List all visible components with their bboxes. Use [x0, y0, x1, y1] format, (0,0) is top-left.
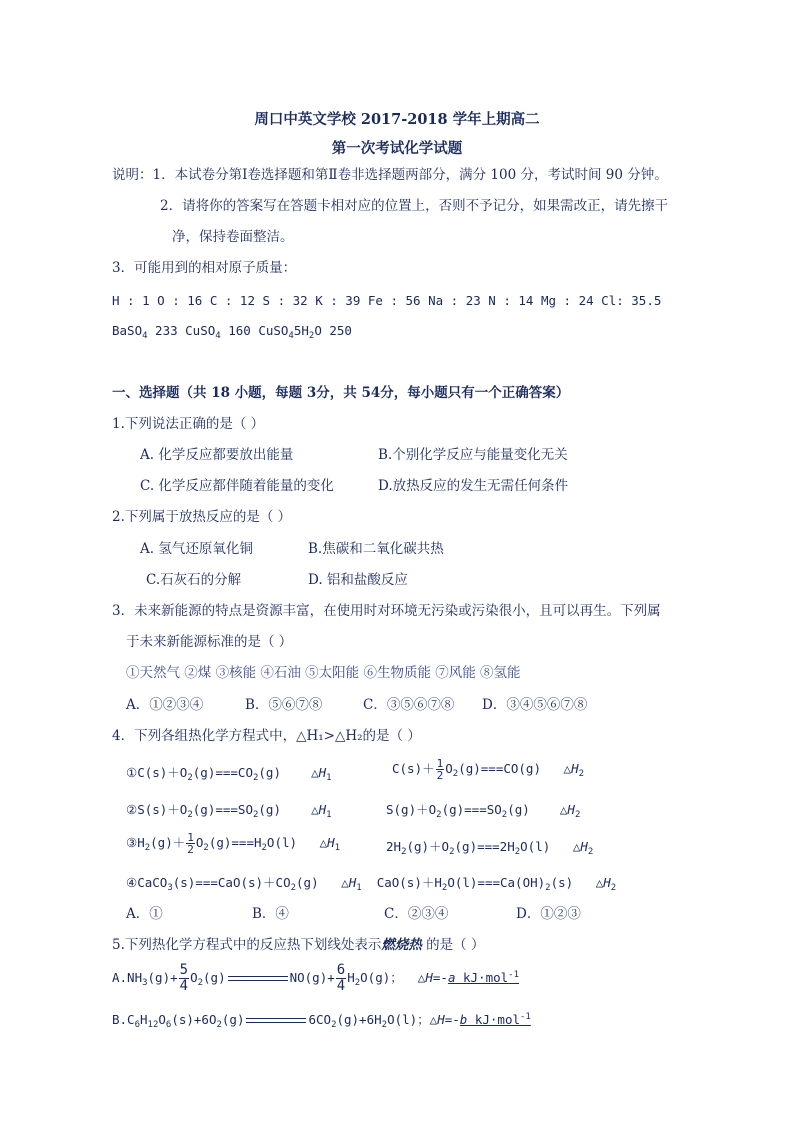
q4-eq-1a: $①C(s)+O_2(g)===CO_2(g)$ $\triangle H_1$ — [126, 765, 332, 783]
q4-option-a: A．① — [126, 906, 163, 922]
q1-option-b: B.个别化学反应与能量变化无关 — [378, 447, 568, 463]
q3-stem: 3．未来新能源的特点是资源丰富，在使用时对环境无污染或污染很小，且可以再生。下列属 — [112, 603, 661, 619]
molar-masses: BaSO$_4$ 233 CuSO$_4$ 160 $CuSO_45H_2O$ 250 — [112, 323, 352, 341]
q3-option-a: A．①②③④ — [126, 697, 204, 713]
q1-option-c: C. 化学反应都伴随着能量的变化 — [140, 478, 334, 494]
q4-eq-2b: $S(g)+O_2(g)===SO_2(g)$ $\triangle H_2$ — [386, 802, 581, 820]
q1-option-a: A. 化学反应都要放出能量 — [140, 447, 294, 463]
q1-stem: 1.下列说法正确的是（ ） — [112, 416, 265, 432]
q4-eq-3a: $③H_2(g)+$ $\frac{1}{2}$ $O_2(g)===H_2O(l)$ $\triangle H_1$ — [126, 831, 341, 856]
q5-stem: 5.下列热化学方程式中的反应热下划线处表示燃烧热 的是（ ） — [112, 937, 485, 953]
q3-option-c: C．③⑤⑥⑦⑧ — [363, 697, 455, 713]
q5-option-a: $A.NH_3(g)+$ $\frac{5}{4}$ $O_2(g)$ NO(g)+ $\frac{6}{4}$ $H_2O(g)$； △H=-a kJ·mol$^{-1}$ — [112, 962, 519, 994]
q2-stem: 2.下列属于放热反应的是（ ） — [112, 509, 292, 525]
q4-eq-1b: C(s)＋ $\frac{1}{2}$ $O_2(g)===CO(g)$ $\triangle H_2$ — [392, 757, 585, 782]
q4-option-d: D．①②③ — [516, 906, 581, 922]
q3-stem-cont: 于未来新能源标准的是（ ） — [126, 634, 293, 650]
section-heading: 一、选择题（共 18 小题，每题 3分，共 54分，每小题只有一个正确答案） — [112, 385, 570, 401]
instruction-3: 3．可能用到的相对原子质量： — [112, 260, 297, 276]
instruction-2: 2．请将你的答案写在答题卡相对应的位置上，否则不予记分，如果需改正，请先擦干 — [160, 198, 669, 214]
q2-option-c: C.石灰石的分解 — [146, 572, 242, 588]
q2-option-a: A. 氢气还原氧化铜 — [140, 541, 253, 557]
instruction-1: 说明：1．本试卷分第Ⅰ卷选择题和第Ⅱ卷非选择题两部分，满分 100 分，考试时间 90 分钟。 — [112, 167, 668, 183]
exam-subtitle: 第一次考试化学试题 — [331, 140, 463, 157]
exam-title: 周口中英文学校 2017-2018 学年上期高二 — [254, 111, 540, 128]
q3-option-b: B．⑤⑥⑦⑧ — [245, 697, 323, 713]
q4-stem: 4．下列各组热化学方程式中，△H₁>△H₂的是（ ） — [112, 728, 421, 744]
q4-eq-2a: $②S(s)+O_2(g)===SO_2(g)$ $\triangle H_1$ — [126, 802, 332, 820]
q3-energy-list: ①天然气 ②煤 ③核能 ④石油 ⑤太阳能 ⑥生物质能 ⑦风能 ⑧氢能 — [126, 665, 521, 681]
q4-option-b: B．④ — [252, 906, 289, 922]
q3-option-d: D．③④⑤⑥⑦⑧ — [482, 697, 588, 713]
q4-eq-3b: $2H_2(g)+O_2(g)===2H_2O(l)$ $\triangle H_2$ — [386, 839, 594, 857]
q4-option-c: C．②③④ — [384, 906, 449, 922]
q2-option-d: D. 铝和盐酸反应 — [308, 572, 408, 588]
q4-eq-4: $④CaCO_3(s)===CaO(s)+CO_2(g)$ $\triangle H_1$ $CaO(s)+H_2O(l)===Ca(OH)_2(s)$ $\triangle H_2$ — [126, 875, 617, 893]
q1-option-d: D.放热反应的发生无需任何条件 — [378, 478, 569, 494]
instruction-2-cont: 净，保持卷面整洁。 — [172, 229, 294, 245]
atomic-masses: H : 1 O : 16 C : 12 S : 32 K : 39 Fe : 56 Na : 23 N : 14 Mg : 24 Cl: 35.5 — [112, 293, 662, 308]
q2-option-b: B.焦碳和二氧化碳共热 — [308, 541, 444, 557]
q5-option-b: $B.C_6H_{12}O_6(s)+6O_2(g)$ $6CO_2(g)+6H_2O(l)$；△H=-b kJ·mol$^{-1}$ — [112, 1012, 531, 1030]
